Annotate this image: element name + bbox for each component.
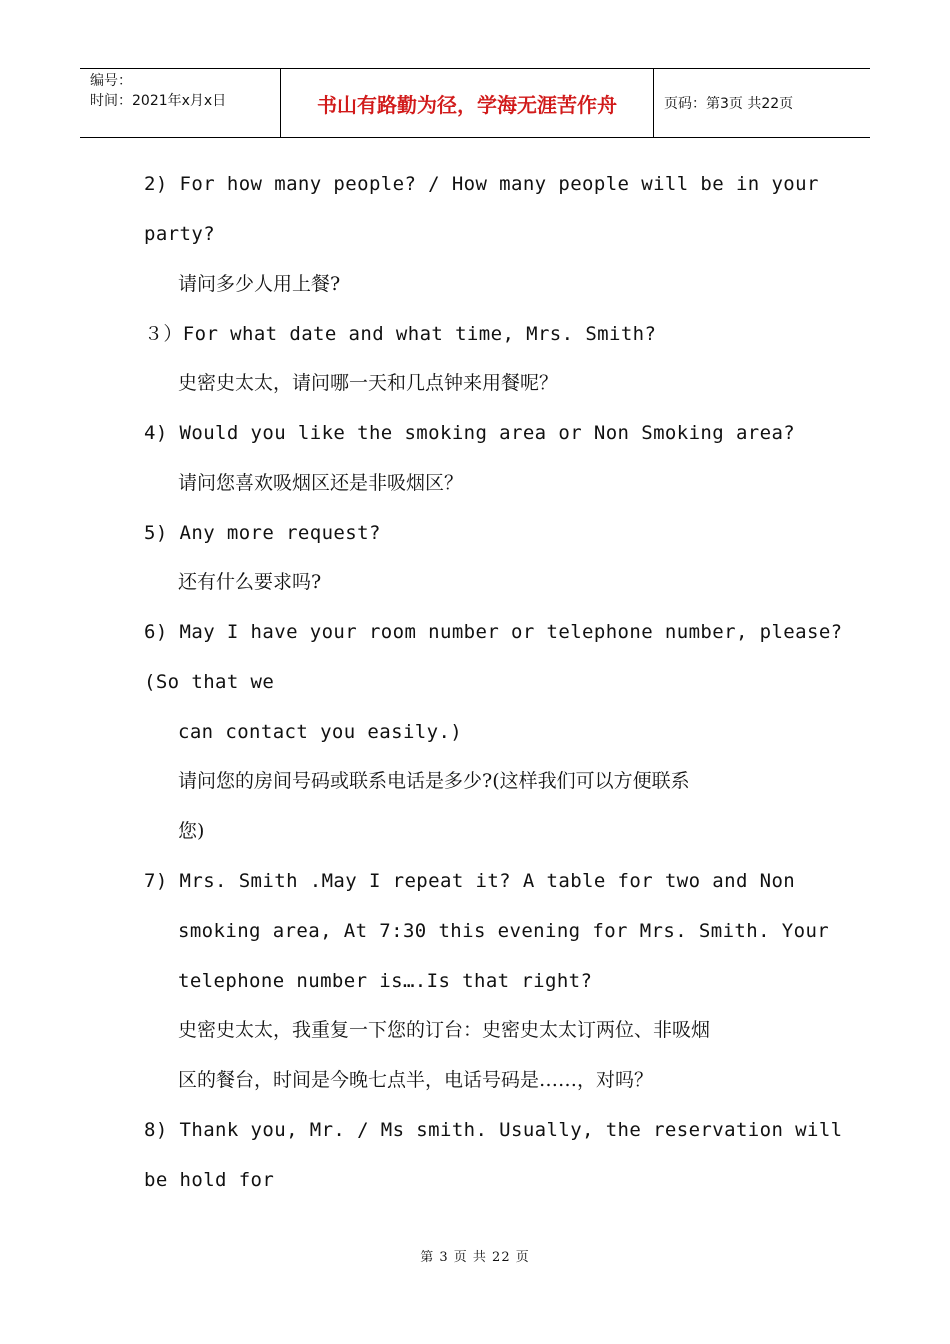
text-line: 7) Mrs. Smith .May I repeat it? A table for two and Non: [144, 870, 796, 892]
text-line: 5) Any more request?: [144, 522, 381, 544]
text-line: 4) Would you like the smoking area or Non Smoking area?: [144, 422, 796, 444]
header-motto: 书山有路勤为径，学海无涯苦作舟: [317, 92, 617, 117]
text-line: smoking area, At 7:30 this evening for Mrs. Smith. Your: [178, 920, 830, 942]
text-line: 2) For how many people? / How many people will be in your: [144, 173, 819, 195]
text-line: 8) Thank you, Mr. / Ms smith. Usually, the reservation will: [144, 1119, 843, 1141]
page-header: [80, 68, 870, 138]
text-line: can contact you easily.): [178, 721, 463, 743]
text-line: 请问您喜欢吸烟区还是非吸烟区？: [178, 472, 464, 494]
header-page-number: 页码：第3页 共22页: [664, 96, 794, 112]
text-line: 史密史太太，请问哪一天和几点钟来用餐呢？: [178, 372, 559, 394]
text-line: 请问您的房间号码或联系电话是多少?(这样我们可以方便联系: [178, 770, 690, 792]
text-line: 史密史太太，我重复一下您的订台：史密史太太订两位、非吸烟: [178, 1019, 711, 1041]
page-footer: 第 3 页 共 22 页: [420, 1250, 530, 1265]
header-divider: [653, 69, 654, 137]
text-line: telephone number is….Is that right?: [178, 970, 593, 992]
text-line: 请问多少人用上餐?: [178, 273, 341, 295]
text-line: (So that we: [144, 671, 275, 693]
text-line: 您): [178, 820, 205, 842]
text-line: 区的餐台，时间是今晚七点半，电话号码是……，对吗？: [178, 1069, 654, 1091]
text-line: be hold for: [144, 1169, 275, 1191]
text-line: ３）For what date and what time, Mrs. Smith?: [144, 323, 657, 345]
text-line: party?: [144, 223, 216, 245]
header-meta: [90, 71, 226, 111]
document-date: 时间：2021年x月x日: [90, 93, 227, 109]
text-line: 6) May I have your room number or telephone number, please?: [144, 621, 843, 643]
text-line: 还有什么要求吗?: [178, 571, 322, 593]
document-number: 编号：: [90, 73, 132, 89]
